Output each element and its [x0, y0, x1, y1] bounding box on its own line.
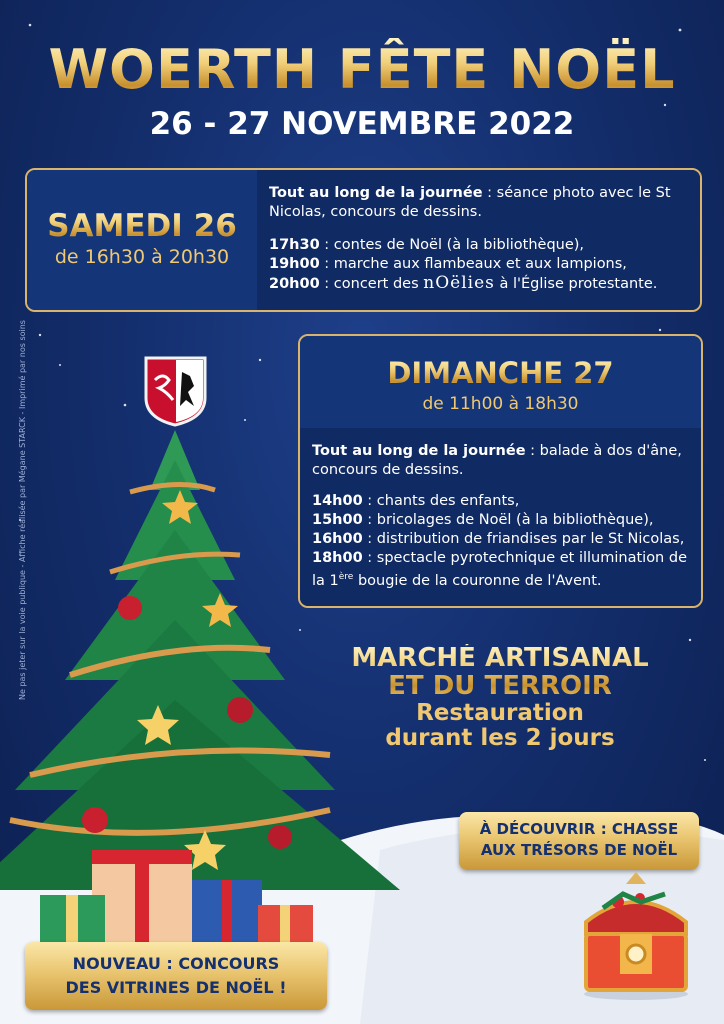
saturday-event: 20h00 : concert des nOëlies à l'Église protestante. — [269, 273, 658, 293]
saturday-events — [269, 236, 699, 294]
saturday-hours: de 16h30 à 20h30 — [54, 246, 230, 268]
treasure-hunt-badge: À DÉCOUVRIR : CHASSE AUX TRÉSORS DE NOËL — [459, 812, 699, 870]
page-title: WOERTH FÊTE NOËL — [0, 38, 724, 101]
event-dates: 26 - 27 NOVEMBRE 2022 — [149, 106, 575, 142]
saturday-event: 17h30 : contes de Noël (à la bibliothèque), — [269, 237, 585, 253]
treasure-chest-icon — [578, 872, 694, 1002]
restauration-note: Restauration durant les 2 jours — [385, 700, 615, 751]
sunday-event: 15h00 : bricolages de Noël (à la bibliothèque), — [312, 512, 654, 528]
sunday-events — [312, 492, 700, 591]
sunday-program-box — [298, 334, 703, 608]
sunday-hours: de 11h00 à 18h30 — [422, 394, 579, 414]
sunday-day: DIMANCHE 27 — [300, 356, 701, 390]
saturday-event: 19h00 : marche aux flambeaux et aux lampions, — [269, 256, 627, 272]
coat-of-arms-icon — [146, 358, 205, 425]
saturday-day: SAMEDI 26 — [27, 208, 257, 244]
sunday-event: 18h00 : spectacle pyrotechnique et illumination de la 1ère bougie de la couronne de l'Avent. — [312, 550, 687, 589]
market-title: MARCHÉ ARTISANAL ET DU TERROIR — [300, 644, 700, 700]
saturday-program-box — [25, 168, 702, 312]
sunday-all-day: Tout au long de la journée : balade à dos d'âne, concours de dessins. — [312, 443, 682, 478]
noelies-logo: nOëlies — [423, 273, 495, 293]
vitrines-contest-badge: NOUVEAU : CONCOURS DES VITRINES DE NOËL ! — [25, 942, 327, 1010]
sunday-event: 16h00 : distribution de friandises par le St Nicolas, — [312, 531, 685, 547]
saturday-all-day: Tout au long de la journée : séance photo avec le St Nicolas, concours de dessins. — [269, 185, 671, 220]
legal-side-note: Ne pas jeter sur la voie publique - Affiche réalisée par Mégane STARCK - Imprimé par nos soins — [18, 320, 27, 700]
sunday-event: 14h00 : chants des enfants, — [312, 493, 520, 509]
